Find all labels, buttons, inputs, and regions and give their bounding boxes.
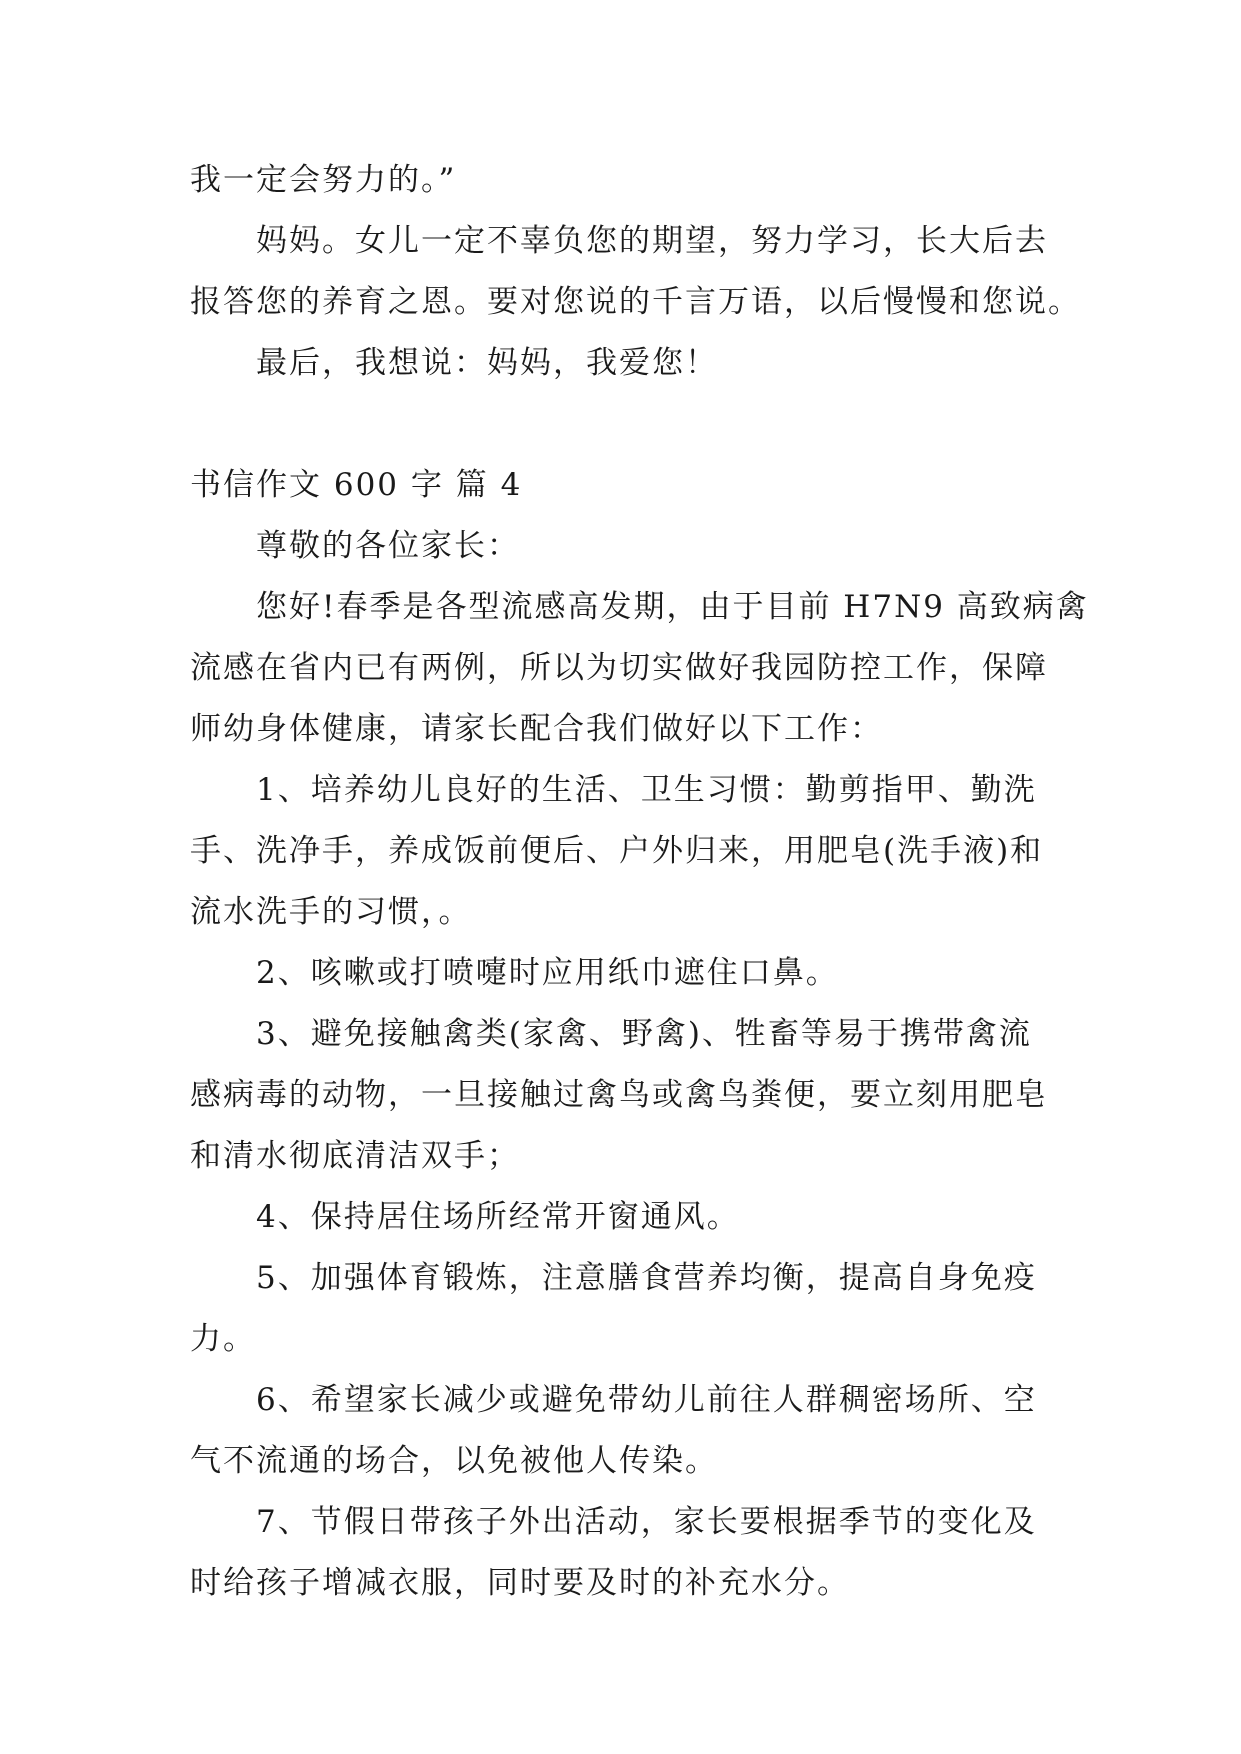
- text-line: 和清水彻底清洁双手；: [190, 1138, 520, 1174]
- list-item-5: 5、加强体育锻炼，注意膳食营养均衡，提高自身免疫: [256, 1260, 1037, 1296]
- text-line: 时给孩子增减衣服，同时要及时的补充水分。: [190, 1565, 850, 1601]
- text-line: 感病毒的动物，一旦接触过禽鸟或禽鸟粪便，要立刻用肥皂: [190, 1077, 1048, 1113]
- text-line: 您好!春季是各型流感高发期，由于目前 H7N9 高致病禽: [256, 589, 1089, 625]
- text-line: 流感在省内已有两例，所以为切实做好我园防控工作，保障: [190, 650, 1048, 686]
- list-item-3: 3、避免接触禽类(家禽、野禽)、牲畜等易于携带禽流: [256, 1016, 1032, 1052]
- text-line: 最后，我想说：妈妈，我爱您！: [256, 345, 718, 381]
- text-line: 报答您的养育之恩。要对您说的千言万语，以后慢慢和您说。: [190, 284, 1081, 320]
- text-line: 气不流通的场合，以免被他人传染。: [190, 1443, 718, 1479]
- list-item-6: 6、希望家长减少或避免带幼儿前往人群稠密场所、空: [256, 1382, 1037, 1418]
- list-item-2: 2、咳嗽或打喷嚏时应用纸巾遮住口鼻。: [256, 955, 839, 991]
- list-item-7: 7、节假日带孩子外出活动，家长要根据季节的变化及: [256, 1504, 1037, 1540]
- list-item-4: 4、保持居住场所经常开窗通风。: [256, 1199, 740, 1235]
- section-gap: [190, 394, 1050, 455]
- list-item-1: 1、培养幼儿良好的生活、卫生习惯：勤剪指甲、勤洗: [256, 772, 1037, 808]
- document-page: [190, 150, 1089, 1614]
- text-line: 力。: [190, 1321, 256, 1357]
- text-line: 手、洗净手，养成饭前便后、户外归来，用肥皂(洗手液)和: [190, 833, 1044, 869]
- salutation: 尊敬的各位家长：: [256, 528, 520, 564]
- text-line: 我一定会努力的。”: [190, 162, 457, 198]
- section-title: 书信作文 600 字 篇 4: [190, 467, 523, 503]
- text-line: 师幼身体健康，请家长配合我们做好以下工作：: [190, 711, 883, 747]
- text-line: 流水洗手的习惯，。: [190, 894, 472, 930]
- text-line: 妈妈。女儿一定不辜负您的期望，努力学习，长大后去: [256, 223, 1048, 259]
